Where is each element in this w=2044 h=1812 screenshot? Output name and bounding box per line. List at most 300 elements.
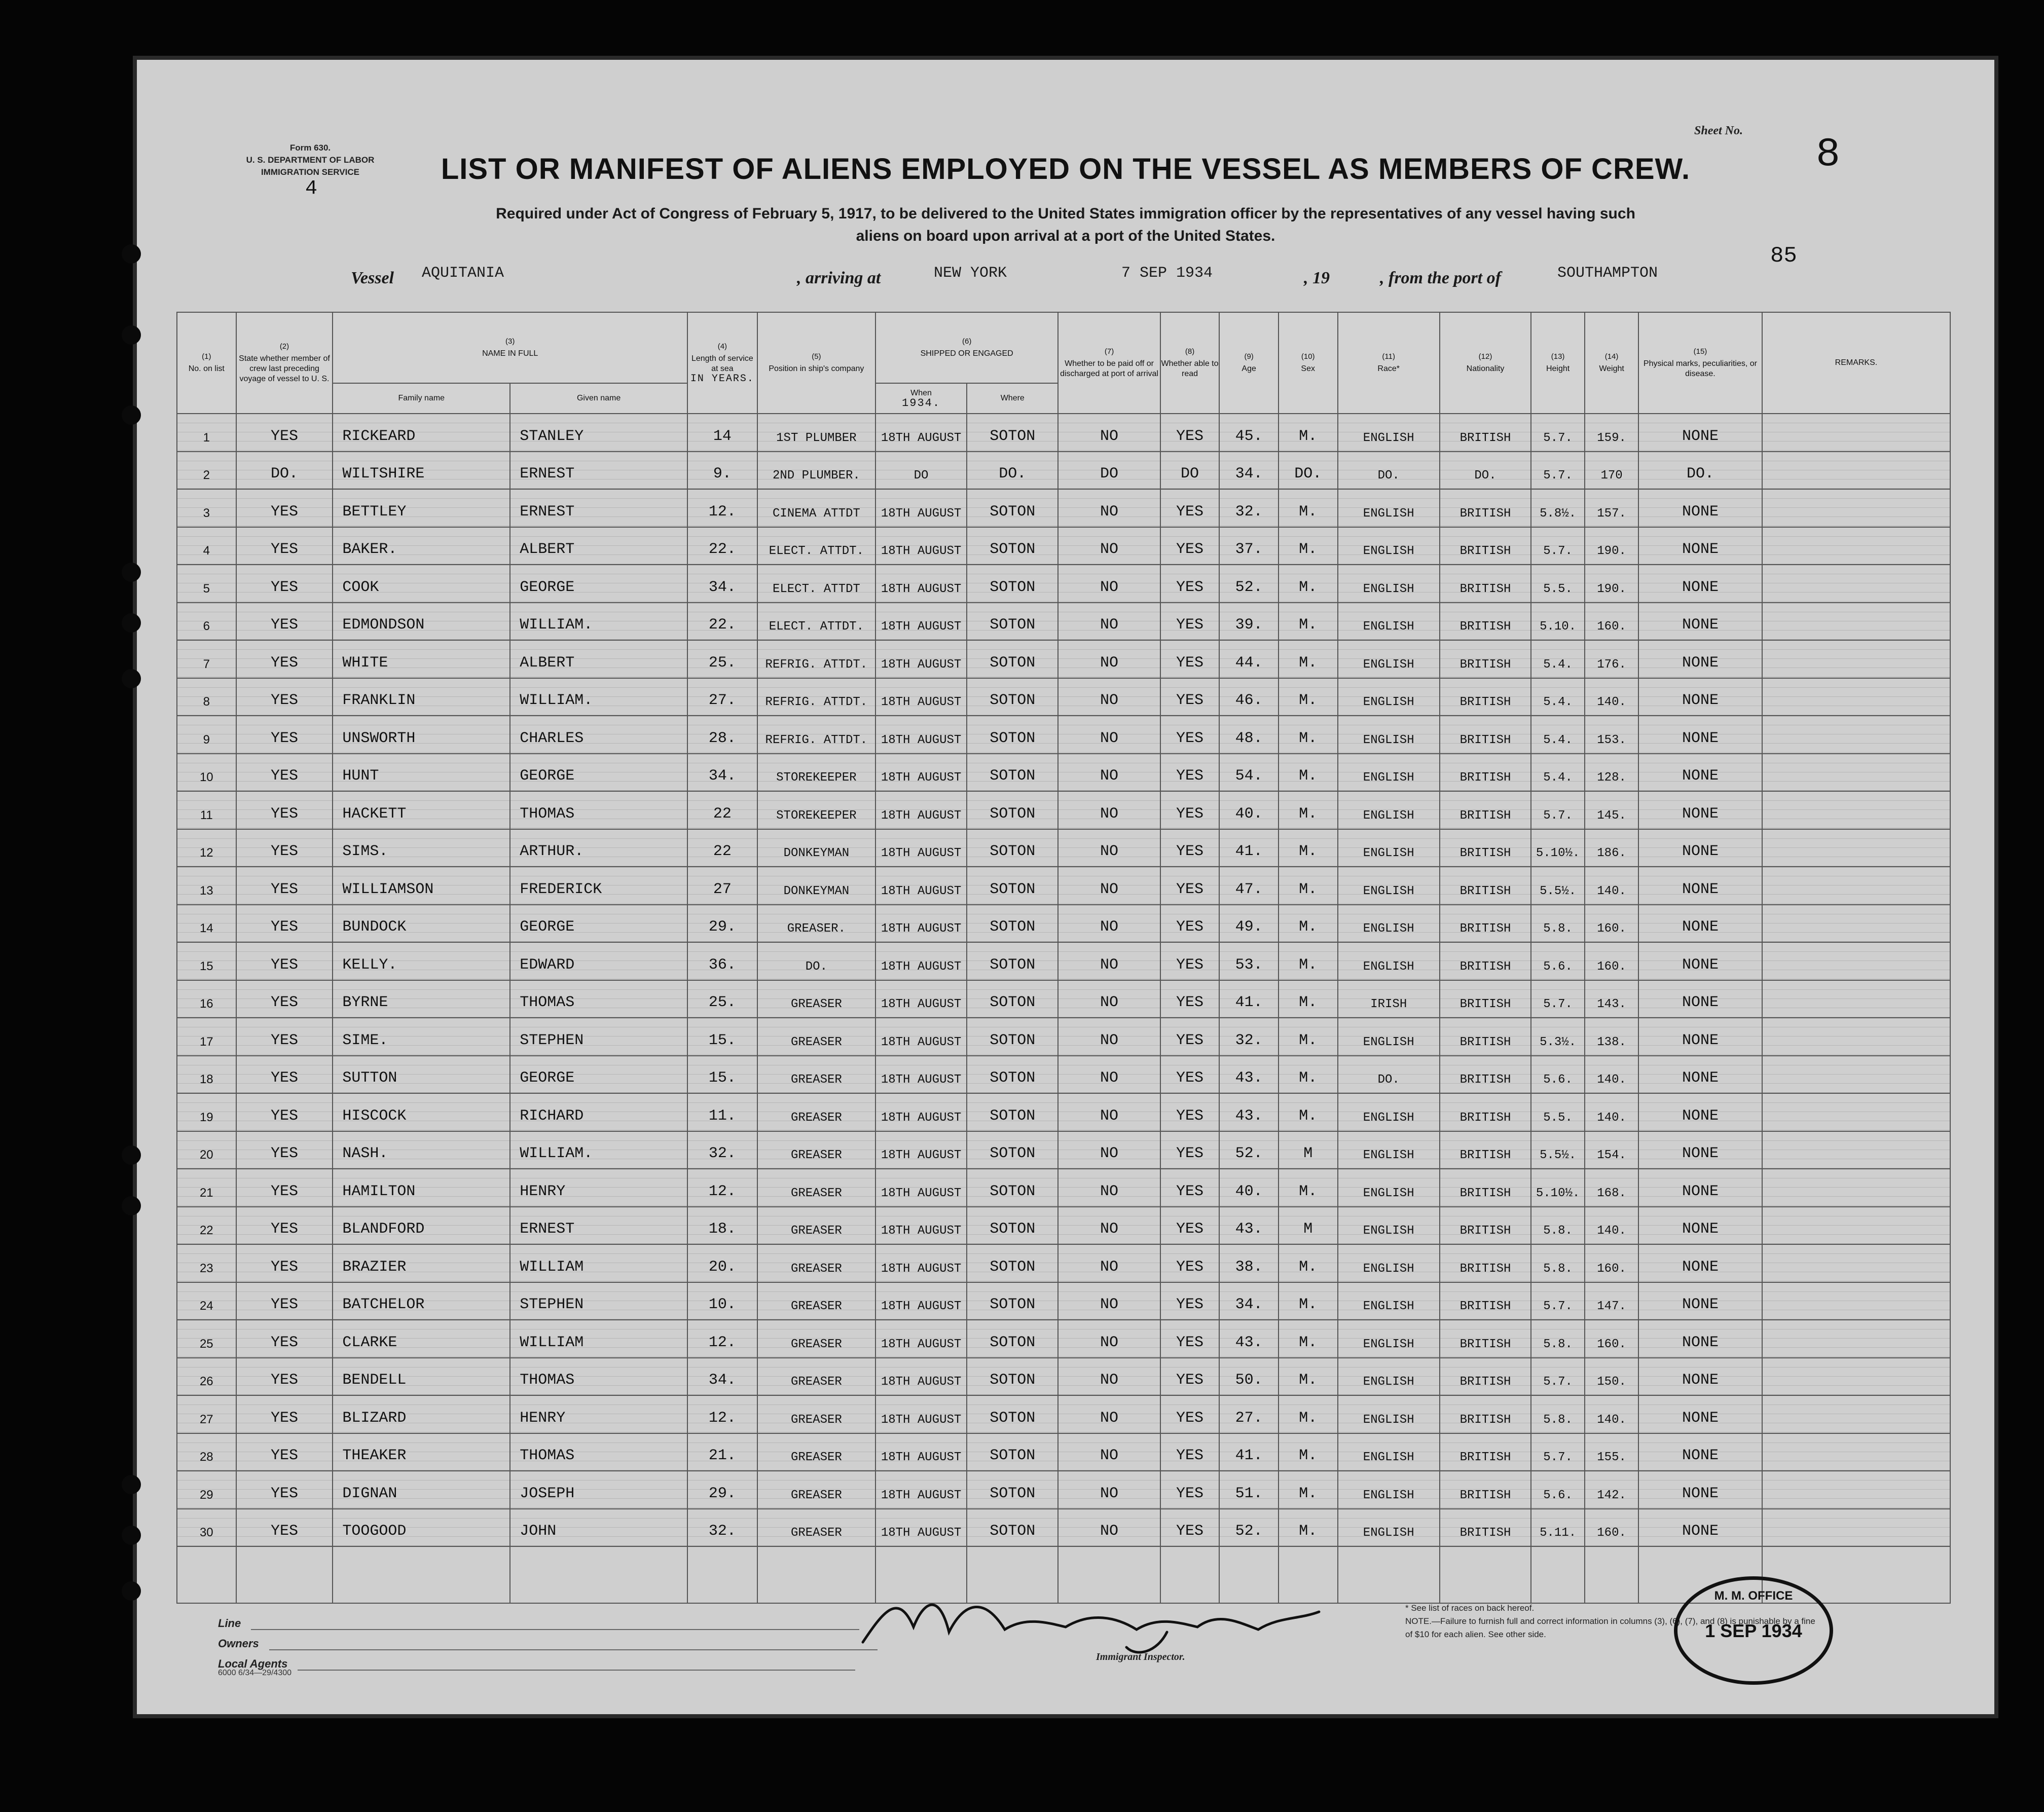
height-cell: 5.5. xyxy=(1531,1093,1585,1131)
position-cell: ELECT. ATTDT. xyxy=(757,603,875,641)
family-name-cell: COOK xyxy=(333,565,510,603)
family-name-cell: THEAKER xyxy=(333,1433,510,1471)
col-shipped-header: (6) SHIPPED OR ENGAGED xyxy=(875,312,1058,383)
weight-cell: 159. xyxy=(1585,414,1638,452)
col-race-header: (11) Race* xyxy=(1338,312,1440,414)
shipped-when-cell: 18TH AUGUST xyxy=(875,1018,967,1056)
col-service-header: (4) Length of service at sea IN YEARS. xyxy=(687,312,757,414)
sex-cell: M. xyxy=(1279,716,1338,754)
remarks-cell xyxy=(1762,1282,1950,1320)
prev-voyage-cell: YES xyxy=(236,1282,333,1320)
service-years-cell: 12. xyxy=(687,489,757,527)
remarks-cell xyxy=(1762,1433,1950,1471)
row-number-cell: 21 xyxy=(177,1169,236,1207)
height-cell: 5.5½. xyxy=(1531,1131,1585,1169)
table-row xyxy=(177,1056,1950,1094)
weight-cell: 155. xyxy=(1585,1433,1638,1471)
stamp-date: 1 SEP 1934 xyxy=(1705,1620,1802,1641)
height-cell: 5.6. xyxy=(1531,1056,1585,1094)
paid-off-cell: NO xyxy=(1058,754,1160,792)
prev-voyage-cell: YES xyxy=(236,565,333,603)
row-number-cell: 16 xyxy=(177,980,236,1018)
row-number-cell: 27 xyxy=(177,1395,236,1433)
family-name-cell: SUTTON xyxy=(333,1056,510,1094)
sex-cell: M. xyxy=(1279,905,1338,943)
able-to-read-cell: YES xyxy=(1160,754,1220,792)
shipped-where-cell: SOTON xyxy=(967,1131,1058,1169)
race-cell: ENGLISH xyxy=(1338,489,1440,527)
col-when-header: When 1934. xyxy=(875,383,967,414)
service-years-cell: 11. xyxy=(687,1093,757,1131)
service-years-cell: 12. xyxy=(687,1169,757,1207)
weight-cell: 140. xyxy=(1585,867,1638,905)
punch-hole xyxy=(122,325,141,345)
weight-cell: 140. xyxy=(1585,1207,1638,1245)
height-cell: 5.8. xyxy=(1531,905,1585,943)
able-to-read-cell: YES xyxy=(1160,791,1220,829)
shipped-where-cell: SOTON xyxy=(967,603,1058,641)
col-read-header: (8) Whether able to read xyxy=(1160,312,1220,414)
able-to-read-cell: YES xyxy=(1160,905,1220,943)
prev-voyage-cell: YES xyxy=(236,942,333,980)
prev-voyage-cell: YES xyxy=(236,1131,333,1169)
able-to-read-cell: YES xyxy=(1160,1169,1220,1207)
remarks-cell xyxy=(1762,905,1950,943)
paid-off-cell: NO xyxy=(1058,1509,1160,1547)
col-nationality-header: (12) Nationality xyxy=(1440,312,1531,414)
age-cell: 39. xyxy=(1219,603,1279,641)
shipped-where-cell: DO. xyxy=(967,452,1058,490)
table-row xyxy=(177,1433,1950,1471)
shipped-when-cell: 18TH AUGUST xyxy=(875,1093,967,1131)
sheet-number: 8 xyxy=(1816,132,1841,178)
position-cell: GREASER xyxy=(757,1093,875,1131)
inspector-label: Immigrant Inspector. xyxy=(1096,1651,1185,1662)
family-name-cell: BATCHELOR xyxy=(333,1282,510,1320)
service-years-cell: 32. xyxy=(687,1509,757,1547)
sex-cell: M. xyxy=(1279,1395,1338,1433)
prev-voyage-cell: YES xyxy=(236,1471,333,1509)
shipped-when-cell: 18TH AUGUST xyxy=(875,1282,967,1320)
sex-cell: M. xyxy=(1279,980,1338,1018)
shipped-where-cell: SOTON xyxy=(967,527,1058,565)
shipped-when-cell: 18TH AUGUST xyxy=(875,1131,967,1169)
physical-marks-cell: NONE xyxy=(1638,1395,1762,1433)
nationality-cell: BRITISH xyxy=(1440,716,1531,754)
paid-off-cell: NO xyxy=(1058,791,1160,829)
age-cell: 37. xyxy=(1219,527,1279,565)
table-row xyxy=(177,1244,1950,1282)
shipped-where-cell: SOTON xyxy=(967,489,1058,527)
nationality-cell: DO. xyxy=(1440,452,1531,490)
weight-cell: 153. xyxy=(1585,716,1638,754)
height-cell: 5.7. xyxy=(1531,1358,1585,1396)
prev-voyage-cell: YES xyxy=(236,678,333,716)
table-row xyxy=(177,754,1950,792)
position-cell: 1ST PLUMBER xyxy=(757,414,875,452)
race-cell: ENGLISH xyxy=(1338,414,1440,452)
service-years-cell: 36. xyxy=(687,942,757,980)
position-cell: GREASER xyxy=(757,1169,875,1207)
age-cell: 34. xyxy=(1219,1282,1279,1320)
physical-marks-cell: NONE xyxy=(1638,791,1762,829)
col-age-header: (9) Age xyxy=(1219,312,1279,414)
age-cell: 41. xyxy=(1219,980,1279,1018)
family-name-cell: UNSWORTH xyxy=(333,716,510,754)
sex-cell: M. xyxy=(1279,942,1338,980)
table-row xyxy=(177,1207,1950,1245)
race-cell: ENGLISH xyxy=(1338,716,1440,754)
nationality-cell: BRITISH xyxy=(1440,1018,1531,1056)
prev-voyage-cell: YES xyxy=(236,640,333,678)
weight-cell: 168. xyxy=(1585,1169,1638,1207)
family-name-cell: CLARKE xyxy=(333,1320,510,1358)
race-cell: ENGLISH xyxy=(1338,603,1440,641)
paid-off-cell: NO xyxy=(1058,1093,1160,1131)
weight-cell: 160. xyxy=(1585,942,1638,980)
position-cell: GREASER xyxy=(757,1509,875,1547)
sex-cell: M. xyxy=(1279,1320,1338,1358)
shipped-where-cell: SOTON xyxy=(967,565,1058,603)
table-row xyxy=(177,1169,1950,1207)
arriving-label: , arriving at xyxy=(797,269,881,287)
height-cell: 5.8½. xyxy=(1531,489,1585,527)
age-cell: 43. xyxy=(1219,1320,1279,1358)
given-name-cell: STANLEY xyxy=(510,414,687,452)
table-row xyxy=(177,1358,1950,1396)
remarks-cell xyxy=(1762,1169,1950,1207)
given-name-cell: WILLIAM. xyxy=(510,603,687,641)
shipped-where-cell: SOTON xyxy=(967,1207,1058,1245)
sex-cell: M. xyxy=(1279,1433,1338,1471)
remarks-cell xyxy=(1762,565,1950,603)
weight-cell: 157. xyxy=(1585,489,1638,527)
page-title: LIST OR MANIFEST OF ALIENS EMPLOYED ON THE VESSEL AS MEMBERS OF CREW. xyxy=(441,153,1691,186)
col-name-header: (3) NAME IN FULL xyxy=(333,312,687,383)
table-row xyxy=(177,527,1950,565)
nationality-cell: BRITISH xyxy=(1440,1282,1531,1320)
prev-voyage-cell: YES xyxy=(236,1207,333,1245)
shipped-when-cell: 18TH AUGUST xyxy=(875,1509,967,1547)
nationality-cell: BRITISH xyxy=(1440,1244,1531,1282)
shipped-when-cell: 18TH AUGUST xyxy=(875,1433,967,1471)
paid-off-cell: NO xyxy=(1058,1282,1160,1320)
age-cell: 48. xyxy=(1219,716,1279,754)
physical-marks-cell: NONE xyxy=(1638,489,1762,527)
table-row xyxy=(177,905,1950,943)
prev-voyage-cell: YES xyxy=(236,754,333,792)
service-years-cell: 15. xyxy=(687,1056,757,1094)
corner-mark: 4 xyxy=(305,177,319,200)
nationality-cell: BRITISH xyxy=(1440,640,1531,678)
given-name-cell: FREDERICK xyxy=(510,867,687,905)
physical-marks-cell: NONE xyxy=(1638,1320,1762,1358)
age-cell: 53. xyxy=(1219,942,1279,980)
nationality-cell: BRITISH xyxy=(1440,1433,1531,1471)
race-cell: ENGLISH xyxy=(1338,1131,1440,1169)
remarks-cell xyxy=(1762,1018,1950,1056)
print-code: 6000 6/34—29/4300 xyxy=(218,1669,292,1677)
weight-cell: 128. xyxy=(1585,754,1638,792)
paid-off-cell: NO xyxy=(1058,980,1160,1018)
shipped-when-cell: 18TH AUGUST xyxy=(875,754,967,792)
service-years-cell: 15. xyxy=(687,1018,757,1056)
col-sex-header: (10) Sex xyxy=(1279,312,1338,414)
able-to-read-cell: YES xyxy=(1160,414,1220,452)
punch-hole xyxy=(122,669,141,688)
weight-cell: 170 xyxy=(1585,452,1638,490)
owners-field: Owners xyxy=(218,1637,878,1650)
able-to-read-cell: YES xyxy=(1160,1207,1220,1245)
race-cell: IRISH xyxy=(1338,980,1440,1018)
race-cell: ENGLISH xyxy=(1338,527,1440,565)
shipped-where-cell: SOTON xyxy=(967,980,1058,1018)
age-cell: 52. xyxy=(1219,1131,1279,1169)
side-number: 85 xyxy=(1770,243,1797,269)
family-name-cell: WHITE xyxy=(333,640,510,678)
race-cell: DO. xyxy=(1338,452,1440,490)
table-row xyxy=(177,942,1950,980)
shipped-where-cell: SOTON xyxy=(967,1056,1058,1094)
vessel-value: AQUITANIA xyxy=(422,265,504,282)
nationality-cell: BRITISH xyxy=(1440,829,1531,867)
race-cell: ENGLISH xyxy=(1338,678,1440,716)
paid-off-cell: NO xyxy=(1058,1358,1160,1396)
shipped-when-cell: 18TH AUGUST xyxy=(875,829,967,867)
shipped-when-cell: 18TH AUGUST xyxy=(875,640,967,678)
sex-cell: M. xyxy=(1279,565,1338,603)
nationality-cell: BRITISH xyxy=(1440,942,1531,980)
shipped-where-cell: SOTON xyxy=(967,1244,1058,1282)
weight-cell: 143. xyxy=(1585,980,1638,1018)
height-cell: 5.5. xyxy=(1531,565,1585,603)
service-years-cell: 34. xyxy=(687,565,757,603)
from-label: , from the port of xyxy=(1380,269,1501,287)
age-cell: 41. xyxy=(1219,829,1279,867)
shipped-where-cell: SOTON xyxy=(967,1395,1058,1433)
age-cell: 32. xyxy=(1219,1018,1279,1056)
row-number-cell: 20 xyxy=(177,1131,236,1169)
height-cell: 5.6. xyxy=(1531,942,1585,980)
row-number-cell: 5 xyxy=(177,565,236,603)
nationality-cell: BRITISH xyxy=(1440,414,1531,452)
table-row xyxy=(177,1131,1950,1169)
row-number-cell: 6 xyxy=(177,603,236,641)
position-cell: STOREKEEPER xyxy=(757,754,875,792)
service-years-cell: 14 xyxy=(687,414,757,452)
height-cell: 5.11. xyxy=(1531,1509,1585,1547)
service-years-cell: 29. xyxy=(687,1471,757,1509)
shipped-when-cell: 18TH AUGUST xyxy=(875,980,967,1018)
prev-voyage-cell: YES xyxy=(236,829,333,867)
physical-marks-cell: NONE xyxy=(1638,1093,1762,1131)
able-to-read-cell: YES xyxy=(1160,716,1220,754)
punch-hole xyxy=(122,613,141,633)
family-name-cell: KELLY. xyxy=(333,942,510,980)
given-name-cell: GEORGE xyxy=(510,754,687,792)
height-cell: 5.7. xyxy=(1531,1282,1585,1320)
position-cell: GREASER xyxy=(757,1244,875,1282)
weight-cell: 145. xyxy=(1585,791,1638,829)
able-to-read-cell: YES xyxy=(1160,678,1220,716)
service-years-cell: 32. xyxy=(687,1131,757,1169)
height-cell: 5.8. xyxy=(1531,1244,1585,1282)
table-row xyxy=(177,489,1950,527)
position-cell: GREASER xyxy=(757,980,875,1018)
given-name-cell: GEORGE xyxy=(510,905,687,943)
prev-voyage-cell: YES xyxy=(236,1509,333,1547)
able-to-read-cell: DO xyxy=(1160,452,1220,490)
race-cell: ENGLISH xyxy=(1338,905,1440,943)
race-cell: ENGLISH xyxy=(1338,640,1440,678)
row-number-cell: 30 xyxy=(177,1509,236,1547)
given-name-cell: ARTHUR. xyxy=(510,829,687,867)
height-cell: 5.4. xyxy=(1531,640,1585,678)
given-name-cell: RICHARD xyxy=(510,1093,687,1131)
punch-hole xyxy=(122,244,141,264)
row-number-cell: 28 xyxy=(177,1433,236,1471)
service-years-cell: 12. xyxy=(687,1395,757,1433)
age-cell: 32. xyxy=(1219,489,1279,527)
col-given-header: Given name xyxy=(510,383,687,414)
age-cell: 45. xyxy=(1219,414,1279,452)
table-row xyxy=(177,1320,1950,1358)
paid-off-cell: NO xyxy=(1058,1471,1160,1509)
able-to-read-cell: YES xyxy=(1160,565,1220,603)
family-name-cell: HACKETT xyxy=(333,791,510,829)
position-cell: CINEMA ATTDT xyxy=(757,489,875,527)
family-name-cell: WILLIAMSON xyxy=(333,867,510,905)
race-cell: ENGLISH xyxy=(1338,1282,1440,1320)
given-name-cell: JOSEPH xyxy=(510,1471,687,1509)
remarks-cell xyxy=(1762,942,1950,980)
shipped-where-cell: SOTON xyxy=(967,640,1058,678)
position-cell: ELECT. ATTDT. xyxy=(757,527,875,565)
age-cell: 49. xyxy=(1219,905,1279,943)
position-cell: GREASER xyxy=(757,1471,875,1509)
vessel-line xyxy=(351,265,1821,299)
row-number-cell: 1 xyxy=(177,414,236,452)
table-row xyxy=(177,603,1950,641)
family-name-cell: TOOGOOD xyxy=(333,1509,510,1547)
punch-hole xyxy=(122,405,141,425)
service-years-cell: 29. xyxy=(687,905,757,943)
nationality-cell: BRITISH xyxy=(1440,791,1531,829)
shipped-where-cell: SOTON xyxy=(967,942,1058,980)
physical-marks-cell: DO. xyxy=(1638,452,1762,490)
weight-cell: 160. xyxy=(1585,1320,1638,1358)
sex-cell: M. xyxy=(1279,489,1338,527)
remarks-cell xyxy=(1762,1131,1950,1169)
race-cell: ENGLISH xyxy=(1338,829,1440,867)
position-cell: DONKEYMAN xyxy=(757,867,875,905)
prev-voyage-cell: YES xyxy=(236,1018,333,1056)
remarks-cell xyxy=(1762,1471,1950,1509)
age-cell: 46. xyxy=(1219,678,1279,716)
paid-off-cell: NO xyxy=(1058,1018,1160,1056)
given-name-cell: ALBERT xyxy=(510,640,687,678)
col-paid-header: (7) Whether to be paid off or discharged at port of arrival xyxy=(1058,312,1160,414)
row-number-cell: 19 xyxy=(177,1093,236,1131)
col-prev-header: (2) State whether member of crew last preceding voyage of vessel to U. S. xyxy=(236,312,333,414)
age-cell: 27. xyxy=(1219,1395,1279,1433)
table-row xyxy=(177,980,1950,1018)
able-to-read-cell: YES xyxy=(1160,489,1220,527)
sex-cell: M xyxy=(1279,1207,1338,1245)
given-name-cell: HENRY xyxy=(510,1395,687,1433)
sex-cell: M. xyxy=(1279,1093,1338,1131)
position-cell: DONKEYMAN xyxy=(757,829,875,867)
shipped-when-cell: 18TH AUGUST xyxy=(875,603,967,641)
age-cell: 47. xyxy=(1219,867,1279,905)
sheet-label: Sheet No. xyxy=(1694,124,1743,137)
given-name-cell: CHARLES xyxy=(510,716,687,754)
row-number-cell: 29 xyxy=(177,1471,236,1509)
prev-voyage-cell: YES xyxy=(236,867,333,905)
able-to-read-cell: YES xyxy=(1160,829,1220,867)
height-cell: 5.8. xyxy=(1531,1320,1585,1358)
given-name-cell: STEPHEN xyxy=(510,1018,687,1056)
able-to-read-cell: YES xyxy=(1160,980,1220,1018)
shipped-where-cell: SOTON xyxy=(967,1433,1058,1471)
service-years-cell: 20. xyxy=(687,1244,757,1282)
shipped-when-cell: 18TH AUGUST xyxy=(875,678,967,716)
weight-cell: 186. xyxy=(1585,829,1638,867)
nationality-cell: BRITISH xyxy=(1440,905,1531,943)
shipped-where-cell: SOTON xyxy=(967,754,1058,792)
service-years-cell: 28. xyxy=(687,716,757,754)
nationality-cell: BRITISH xyxy=(1440,565,1531,603)
table-row xyxy=(177,867,1950,905)
race-cell: ENGLISH xyxy=(1338,1320,1440,1358)
arriving-value: NEW YORK xyxy=(934,265,1007,282)
able-to-read-cell: YES xyxy=(1160,1509,1220,1547)
race-cell: ENGLISH xyxy=(1338,1433,1440,1471)
paid-off-cell: NO xyxy=(1058,1056,1160,1094)
sex-cell: M. xyxy=(1279,1471,1338,1509)
row-number-cell: 2 xyxy=(177,452,236,490)
physical-marks-cell: NONE xyxy=(1638,1282,1762,1320)
family-name-cell: BENDELL xyxy=(333,1358,510,1396)
family-name-cell: BLIZARD xyxy=(333,1395,510,1433)
remarks-cell xyxy=(1762,1207,1950,1245)
physical-marks-cell: NONE xyxy=(1638,1509,1762,1547)
physical-marks-cell: NONE xyxy=(1638,1131,1762,1169)
table-row xyxy=(177,640,1950,678)
height-cell: 5.6. xyxy=(1531,1471,1585,1509)
position-cell: REFRIG. ATTDT. xyxy=(757,640,875,678)
remarks-cell xyxy=(1762,867,1950,905)
race-cell: ENGLISH xyxy=(1338,1244,1440,1282)
able-to-read-cell: YES xyxy=(1160,1395,1220,1433)
family-name-cell: BAKER. xyxy=(333,527,510,565)
able-to-read-cell: YES xyxy=(1160,1056,1220,1094)
office-stamp xyxy=(1674,1576,1833,1685)
from-value: SOUTHAMPTON xyxy=(1557,265,1658,282)
paid-off-cell: NO xyxy=(1058,942,1160,980)
position-cell: GREASER xyxy=(757,1282,875,1320)
sex-cell: M. xyxy=(1279,1358,1338,1396)
row-number-cell: 18 xyxy=(177,1056,236,1094)
height-cell: 5.7. xyxy=(1531,452,1585,490)
paid-off-cell: NO xyxy=(1058,489,1160,527)
given-name-cell: GEORGE xyxy=(510,565,687,603)
row-number-cell: 15 xyxy=(177,942,236,980)
age-cell: 52. xyxy=(1219,1509,1279,1547)
age-cell: 51. xyxy=(1219,1471,1279,1509)
physical-marks-cell: NONE xyxy=(1638,1056,1762,1094)
remarks-cell xyxy=(1762,414,1950,452)
